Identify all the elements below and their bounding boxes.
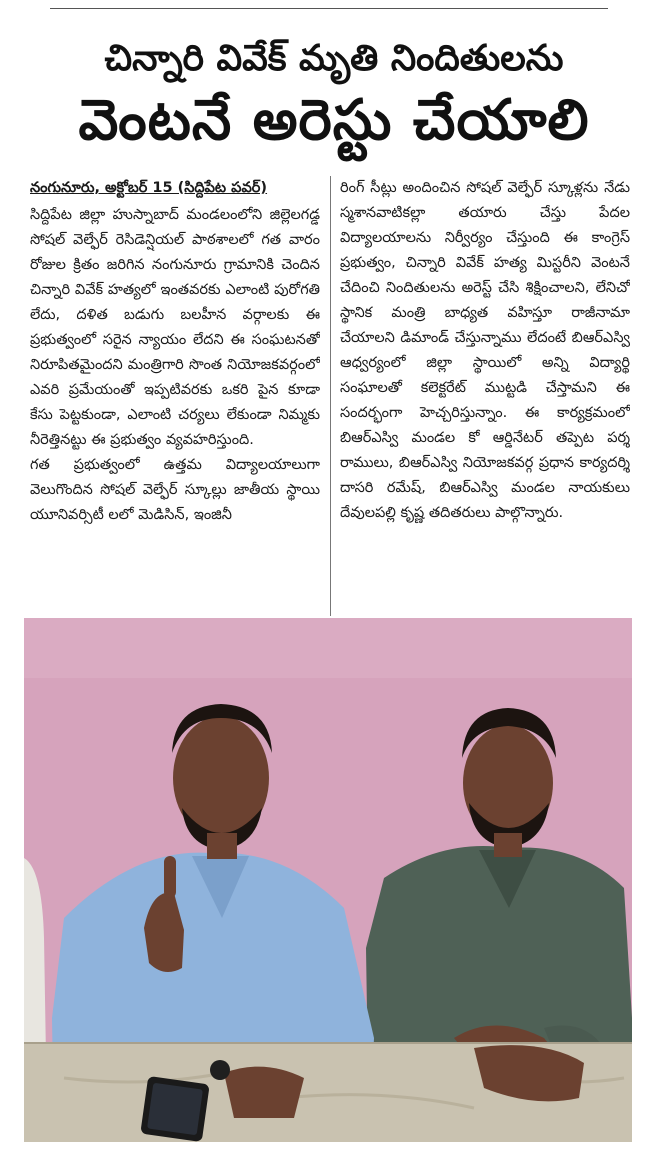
article-paragraph-1: సిద్దిపేట జిల్లా హుస్నాబాద్ మండలంలోని జిల్లెలగడ్డ సోషల్ వెల్ఫేర్ రెసిడెన్షియల్ పాఠశాలలో గత వారం రోజుల క్రితం జరిగిన నంగునూరు గ్రామానికి చెందిన చిన్నారి వివేక్ హత్యలో ఇంతవరకు ఎలాంటి పురోగతి లేదు, దళిత బడుగు బలహీన వర్గాలకు ఈ ప్రభుత్వంలో సరైన న్యాయం లేదని ఈ సంఘటనతో నిరూపితమైందని మంత్రిగారి సొంత నియోజకవర్గంలో ఎవరి ప్రమేయంతో ఇప్పటివరకు ఒకరి పైన కూడా కేసు పెట్టకుండా, ఎలాంటి చర్యలు లేకుండా నిమ్మకు నీరెత్తినట్టు ఈ ప్రభుత్వం వ్యవహరిస్తుంది. <box>30 207 320 448</box>
article-paragraph-3: రింగ్ సీట్లు అందించిన సోషల్ వెల్ఫేర్ స్కూళ్లను నేడు స్మశానవాటికల్లా తయారు చేస్తు పేదల విద్యాలయాలను నిర్వీర్యం చేస్తుంది ఈ కాంగ్రెస్ ప్రభుత్వం, చిన్నారి వివేక్ హత్య మిస్టరీని వెంటనే చేదించి నిందితులను అరెస్ట్ చేసి శిక్షించాలని, లేనిచో స్థానిక మంత్రి బాధ్యత వహిస్తూ రాజీనామా చేయాలని డిమాండ్ చేస్తున్నాము లేదంటే బిఆర్ఎస్వి ఆధ్వర్యంలో జిల్లా స్థాయిలో అన్ని విద్యార్థి సంఘాలతో కలెక్టరేట్ ముట్టడి చేస్తామని ఈ సందర్భంగా హెచ్చరిస్తున్నాం. ఈ కార్యక్రమంలో బిఆర్ఎస్వి మండల కో ఆర్డినేటర్ తప్పెట పర్శ రాములు, బిఆర్ఎస్వి నియోజకవర్గ ప్రధాన కార్యదర్శి దాసరి రమేష్, బిఆర్ఎస్వి మండల నాయకులు దేవులపల్లి కృష్ణ తదితరులు పాల్గొన్నారు. <box>340 180 630 521</box>
headline-line-2: వెంటనే అరెస్టు చేయాలి <box>78 88 590 153</box>
dateline: నంగునూరు, అక్టోబర్ 15 (సిద్దిపేట పవర్) <box>30 180 268 196</box>
wrist-watch <box>210 1060 230 1080</box>
article-body <box>30 176 634 616</box>
photo-illustration <box>24 618 632 1142</box>
article-column-right <box>340 176 630 616</box>
headline-line-1: చిన్నారి వివేక్ మృతి నిందితులను <box>104 38 564 79</box>
article-column-left <box>30 176 320 616</box>
resting-hand <box>224 1067 304 1118</box>
article-paragraph-2: గత ప్రభుత్వంలో ఉత్తమ విద్యాలయాలుగా వెలుగొందిన సోషల్ వెల్ఫేర్ స్కూల్లు జాతీయ స్థాయి యూనివర్సిటీ లలో మెడిసిన్, ఇంజినీ <box>30 457 320 523</box>
top-rule <box>50 8 608 9</box>
column-divider <box>330 176 331 616</box>
news-photo <box>24 618 632 1142</box>
wall-highlight <box>24 618 632 678</box>
